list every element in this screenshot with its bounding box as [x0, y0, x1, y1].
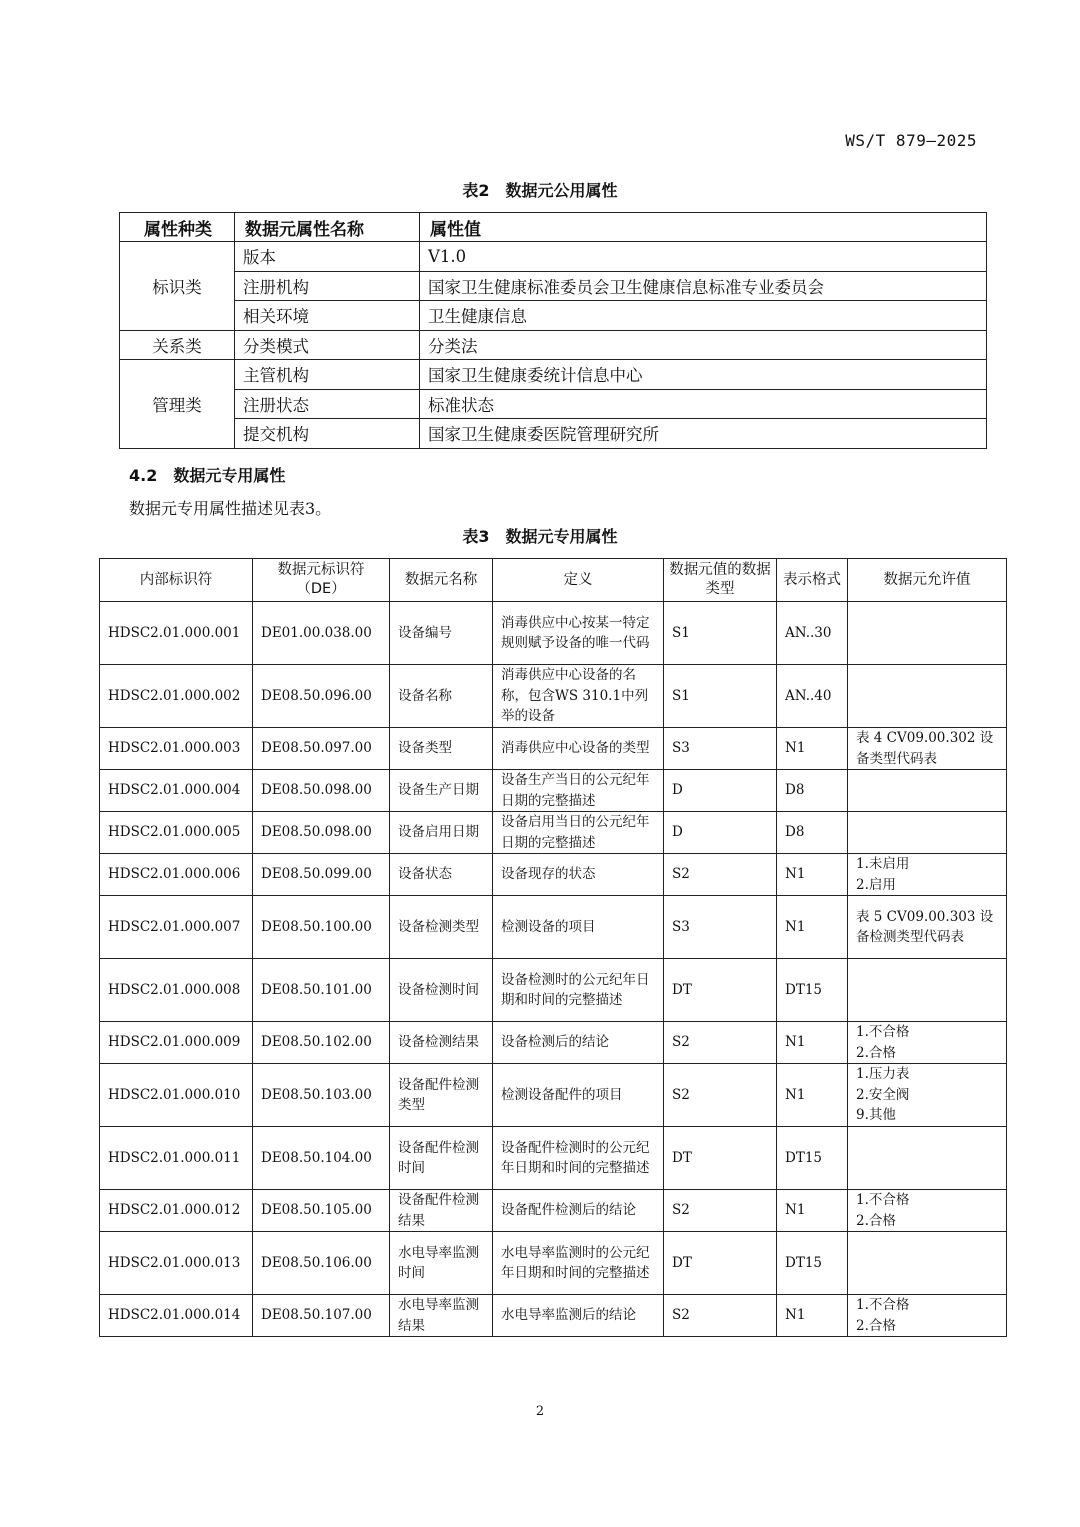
allowed-values-cell — [848, 665, 1007, 728]
attribute-name-cell: 相关环境 — [235, 301, 420, 331]
allowed-values-cell: 1.压力表 2.安全阀 9.其他 — [848, 1064, 1007, 1127]
de-id-cell: DE08.50.101.00 — [253, 959, 390, 1022]
header-data-type: 数据元值的数据类型 — [664, 559, 777, 602]
format-cell: DT15 — [777, 1127, 848, 1190]
internal-id-cell: HDSC2.01.000.001 — [100, 602, 253, 665]
allowed-values-cell: 1.不合格 2.合格 — [848, 1295, 1007, 1337]
de-id-cell: DE08.50.103.00 — [253, 1064, 390, 1127]
de-id-cell: DE08.50.096.00 — [253, 665, 390, 728]
common-attributes-table — [119, 212, 987, 449]
table-row — [120, 389, 987, 419]
data-type-cell: D — [664, 770, 777, 812]
table-row — [120, 301, 987, 331]
definition-cell: 检测设备配件的项目 — [493, 1064, 664, 1127]
table2-header-attribute-name: 数据元属性名称 — [235, 213, 420, 242]
allowed-values-cell: 1.不合格 2.合格 — [848, 1190, 1007, 1232]
format-cell: AN..40 — [777, 665, 848, 728]
table3-body — [100, 602, 1007, 1337]
definition-cell: 设备配件检测后的结论 — [493, 1190, 664, 1232]
internal-id-cell: HDSC2.01.000.004 — [100, 770, 253, 812]
table-row — [100, 728, 1007, 770]
format-cell: N1 — [777, 854, 848, 896]
allowed-values-cell: 1.未启用 2.启用 — [848, 854, 1007, 896]
data-type-cell: S2 — [664, 854, 777, 896]
internal-id-cell: HDSC2.01.000.014 — [100, 1295, 253, 1337]
allowed-values-cell — [848, 812, 1007, 854]
specific-attributes-table — [99, 558, 1007, 1337]
table-row — [100, 854, 1007, 896]
table-row — [100, 1127, 1007, 1190]
header-allowed-values: 数据元允许值 — [848, 559, 1007, 602]
internal-id-cell: HDSC2.01.000.002 — [100, 665, 253, 728]
table-row — [100, 1190, 1007, 1232]
table-row — [100, 896, 1007, 959]
table-row — [120, 330, 987, 360]
attribute-name-cell: 提交机构 — [235, 419, 420, 449]
table-row — [100, 812, 1007, 854]
element-name-cell: 设备启用日期 — [390, 812, 493, 854]
table3-header-row — [100, 559, 1007, 602]
element-name-cell: 设备名称 — [390, 665, 493, 728]
data-type-cell: S1 — [664, 665, 777, 728]
table-row — [100, 602, 1007, 665]
table-row — [100, 1022, 1007, 1064]
category-cell: 管理类 — [120, 360, 235, 449]
data-type-cell: DT — [664, 1232, 777, 1295]
attribute-name-cell: 版本 — [235, 242, 420, 272]
table-row — [120, 242, 987, 272]
attribute-value-cell: 卫生健康信息 — [420, 301, 987, 331]
section-heading: 4.2 数据元专用属性 — [129, 466, 286, 485]
de-id-cell: DE08.50.097.00 — [253, 728, 390, 770]
data-type-cell: S3 — [664, 728, 777, 770]
internal-id-cell: HDSC2.01.000.003 — [100, 728, 253, 770]
format-cell: DT15 — [777, 1232, 848, 1295]
table2-caption: 表2 数据元公用属性 — [462, 181, 618, 200]
header-definition: 定义 — [493, 559, 664, 602]
allowed-values-cell: 表 5 CV09.00.303 设备检测类型代码表 — [848, 896, 1007, 959]
table-row — [120, 271, 987, 301]
element-name-cell: 水电导率监测结果 — [390, 1295, 493, 1337]
de-id-cell: DE08.50.104.00 — [253, 1127, 390, 1190]
data-type-cell: S2 — [664, 1190, 777, 1232]
de-id-cell: DE08.50.102.00 — [253, 1022, 390, 1064]
format-cell: N1 — [777, 1190, 848, 1232]
data-type-cell: DT — [664, 959, 777, 1022]
header-de-id: 数据元标识符（DE） — [253, 559, 390, 602]
internal-id-cell: HDSC2.01.000.012 — [100, 1190, 253, 1232]
data-type-cell: D — [664, 812, 777, 854]
element-name-cell: 设备配件检测时间 — [390, 1127, 493, 1190]
de-id-cell: DE08.50.106.00 — [253, 1232, 390, 1295]
format-cell: AN..30 — [777, 602, 848, 665]
table2-header-category: 属性种类 — [120, 213, 235, 242]
de-id-cell: DE08.50.099.00 — [253, 854, 390, 896]
internal-id-cell: HDSC2.01.000.013 — [100, 1232, 253, 1295]
data-type-cell: S3 — [664, 896, 777, 959]
internal-id-cell: HDSC2.01.000.006 — [100, 854, 253, 896]
allowed-values-cell — [848, 959, 1007, 1022]
data-type-cell: S2 — [664, 1022, 777, 1064]
data-type-cell: DT — [664, 1127, 777, 1190]
definition-cell: 消毒供应中心设备的名称，包含WS 310.1中列举的设备 — [493, 665, 664, 728]
category-cell: 标识类 — [120, 242, 235, 331]
internal-id-cell: HDSC2.01.000.008 — [100, 959, 253, 1022]
element-name-cell: 设备配件检测结果 — [390, 1190, 493, 1232]
attribute-value-cell: 标准状态 — [420, 389, 987, 419]
definition-cell: 设备配件检测时的公元纪年日期和时间的完整描述 — [493, 1127, 664, 1190]
allowed-values-cell: 表 4 CV09.00.302 设备类型代码表 — [848, 728, 1007, 770]
allowed-values-cell — [848, 1232, 1007, 1295]
table-row — [100, 1064, 1007, 1127]
element-name-cell: 设备检测结果 — [390, 1022, 493, 1064]
allowed-values-cell: 1.不合格 2.合格 — [848, 1022, 1007, 1064]
attribute-name-cell: 分类模式 — [235, 330, 420, 360]
definition-cell: 设备检测后的结论 — [493, 1022, 664, 1064]
de-id-cell: DE08.50.098.00 — [253, 770, 390, 812]
attribute-value-cell: 国家卫生健康委医院管理研究所 — [420, 419, 987, 449]
de-id-cell: DE08.50.098.00 — [253, 812, 390, 854]
format-cell: N1 — [777, 1295, 848, 1337]
data-type-cell: S2 — [664, 1295, 777, 1337]
table2-header-row — [120, 213, 987, 242]
format-cell: N1 — [777, 728, 848, 770]
definition-cell: 设备启用当日的公元纪年日期的完整描述 — [493, 812, 664, 854]
definition-cell: 设备生产当日的公元纪年日期的完整描述 — [493, 770, 664, 812]
internal-id-cell: HDSC2.01.000.010 — [100, 1064, 253, 1127]
format-cell: N1 — [777, 1022, 848, 1064]
attribute-name-cell: 注册状态 — [235, 389, 420, 419]
element-name-cell: 水电导率监测时间 — [390, 1232, 493, 1295]
attribute-value-cell: 国家卫生健康标准委员会卫生健康信息标准专业委员会 — [420, 271, 987, 301]
element-name-cell: 设备检测类型 — [390, 896, 493, 959]
definition-cell: 检测设备的项目 — [493, 896, 664, 959]
de-id-cell: DE01.00.038.00 — [253, 602, 390, 665]
element-name-cell: 设备状态 — [390, 854, 493, 896]
element-name-cell: 设备生产日期 — [390, 770, 493, 812]
format-cell: DT15 — [777, 959, 848, 1022]
header-internal-id: 内部标识符 — [100, 559, 253, 602]
definition-cell: 水电导率监测后的结论 — [493, 1295, 664, 1337]
attribute-value-cell: V1.0 — [420, 242, 987, 272]
table-row — [100, 770, 1007, 812]
category-cell: 关系类 — [120, 330, 235, 360]
table-row — [120, 419, 987, 449]
format-cell: N1 — [777, 1064, 848, 1127]
definition-cell: 水电导率监测时的公元纪年日期和时间的完整描述 — [493, 1232, 664, 1295]
page-number: 2 — [535, 1404, 545, 1419]
definition-cell: 消毒供应中心按某一特定规则赋予设备的唯一代码 — [493, 602, 664, 665]
format-cell: D8 — [777, 812, 848, 854]
table-row — [100, 1232, 1007, 1295]
data-type-cell: S1 — [664, 602, 777, 665]
internal-id-cell: HDSC2.01.000.011 — [100, 1127, 253, 1190]
table-row — [120, 360, 987, 390]
de-id-cell: DE08.50.105.00 — [253, 1190, 390, 1232]
table2-header-attribute-value: 属性值 — [420, 213, 987, 242]
element-name-cell: 设备配件检测类型 — [390, 1064, 493, 1127]
allowed-values-cell — [848, 602, 1007, 665]
header-format: 表示格式 — [777, 559, 848, 602]
format-cell: D8 — [777, 770, 848, 812]
table-row — [100, 1295, 1007, 1337]
definition-cell: 设备现存的状态 — [493, 854, 664, 896]
allowed-values-cell — [848, 770, 1007, 812]
header-element-name: 数据元名称 — [390, 559, 493, 602]
element-name-cell: 设备编号 — [390, 602, 493, 665]
allowed-values-cell — [848, 1127, 1007, 1190]
attribute-name-cell: 注册机构 — [235, 271, 420, 301]
internal-id-cell: HDSC2.01.000.007 — [100, 896, 253, 959]
standard-code: WS/T 879—2025 — [845, 131, 977, 150]
definition-cell: 设备检测时的公元纪年日期和时间的完整描述 — [493, 959, 664, 1022]
de-id-cell: DE08.50.100.00 — [253, 896, 390, 959]
section-paragraph: 数据元专用属性描述见表3。 — [129, 499, 332, 518]
format-cell: N1 — [777, 896, 848, 959]
definition-cell: 消毒供应中心设备的类型 — [493, 728, 664, 770]
de-id-cell: DE08.50.107.00 — [253, 1295, 390, 1337]
attribute-name-cell: 主管机构 — [235, 360, 420, 390]
internal-id-cell: HDSC2.01.000.009 — [100, 1022, 253, 1064]
attribute-value-cell: 国家卫生健康委统计信息中心 — [420, 360, 987, 390]
internal-id-cell: HDSC2.01.000.005 — [100, 812, 253, 854]
data-type-cell: S2 — [664, 1064, 777, 1127]
element-name-cell: 设备类型 — [390, 728, 493, 770]
table-row — [100, 665, 1007, 728]
table-row — [100, 959, 1007, 1022]
table3-caption: 表3 数据元专用属性 — [462, 527, 618, 546]
attribute-value-cell: 分类法 — [420, 330, 987, 360]
element-name-cell: 设备检测时间 — [390, 959, 493, 1022]
